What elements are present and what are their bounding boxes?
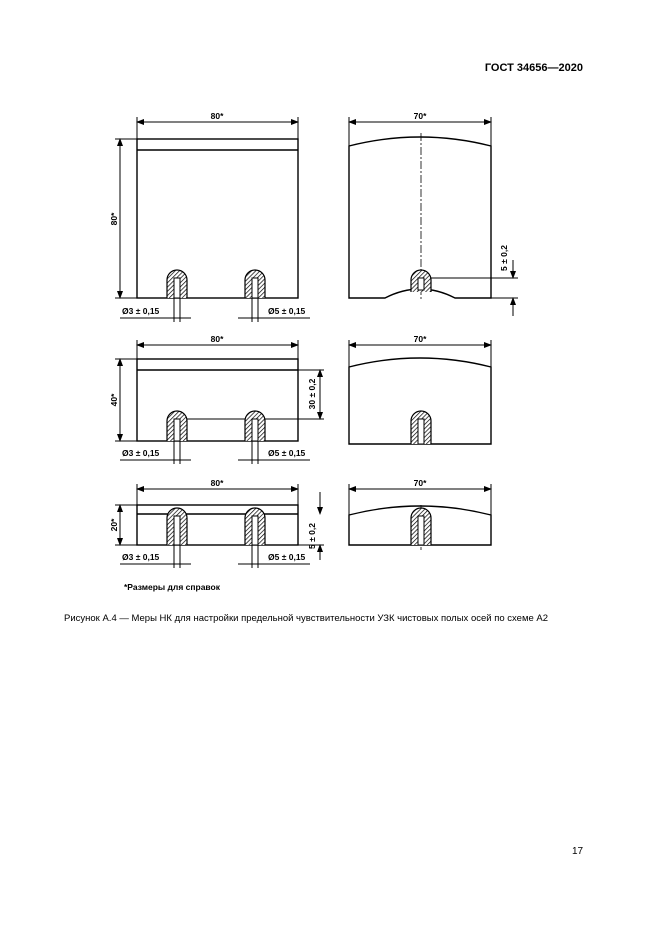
- dim-hole-5-r3: Ø5 ± 0,15: [268, 552, 306, 562]
- dim-height-20: 20*: [109, 518, 119, 532]
- block-80-front-view: [115, 117, 310, 322]
- dim-width-80-r1: 80*: [210, 111, 224, 121]
- dim-depth-5-r3: 5 ± 0,2: [307, 523, 317, 549]
- dim-height-80: 80*: [109, 212, 119, 226]
- dim-hole-3-r2: Ø3 ± 0,15: [122, 448, 160, 458]
- dim-hole-5-r2: Ø5 ± 0,15: [268, 448, 306, 458]
- dim-width-70-r1: 70*: [413, 111, 427, 121]
- dim-hole-3-r1: Ø3 ± 0,15: [122, 306, 160, 316]
- block-70-side-view-3: [349, 484, 491, 550]
- page-number: 17: [572, 846, 584, 857]
- document-id: ГОСТ 34656—2020: [484, 62, 583, 74]
- dim-depth-5-r1: 5 ± 0,2: [499, 245, 509, 271]
- block-80-front-view-2: [115, 340, 324, 464]
- dim-width-70-r2: 70*: [413, 334, 427, 344]
- figure-caption: Рисунок А.4 — Меры НК для настройки предельной чувствительности УЗК чистовых полых осей по схеме А2: [64, 613, 549, 624]
- dim-width-80-r2: 80*: [210, 334, 224, 344]
- block-70-side-view-1: [349, 117, 518, 316]
- dim-hole-3-r3: Ø3 ± 0,15: [122, 552, 160, 562]
- dim-height-40: 40*: [109, 393, 119, 407]
- block-70-side-view-2: [349, 340, 491, 444]
- dim-width-80-r3: 80*: [210, 478, 224, 488]
- dim-hole-5-r1: Ø5 ± 0,15: [268, 306, 306, 316]
- dim-width-70-r3: 70*: [413, 478, 427, 488]
- dim-depth-30: 30 ± 0,2: [307, 378, 317, 410]
- footnote: *Размеры для справок: [124, 582, 220, 592]
